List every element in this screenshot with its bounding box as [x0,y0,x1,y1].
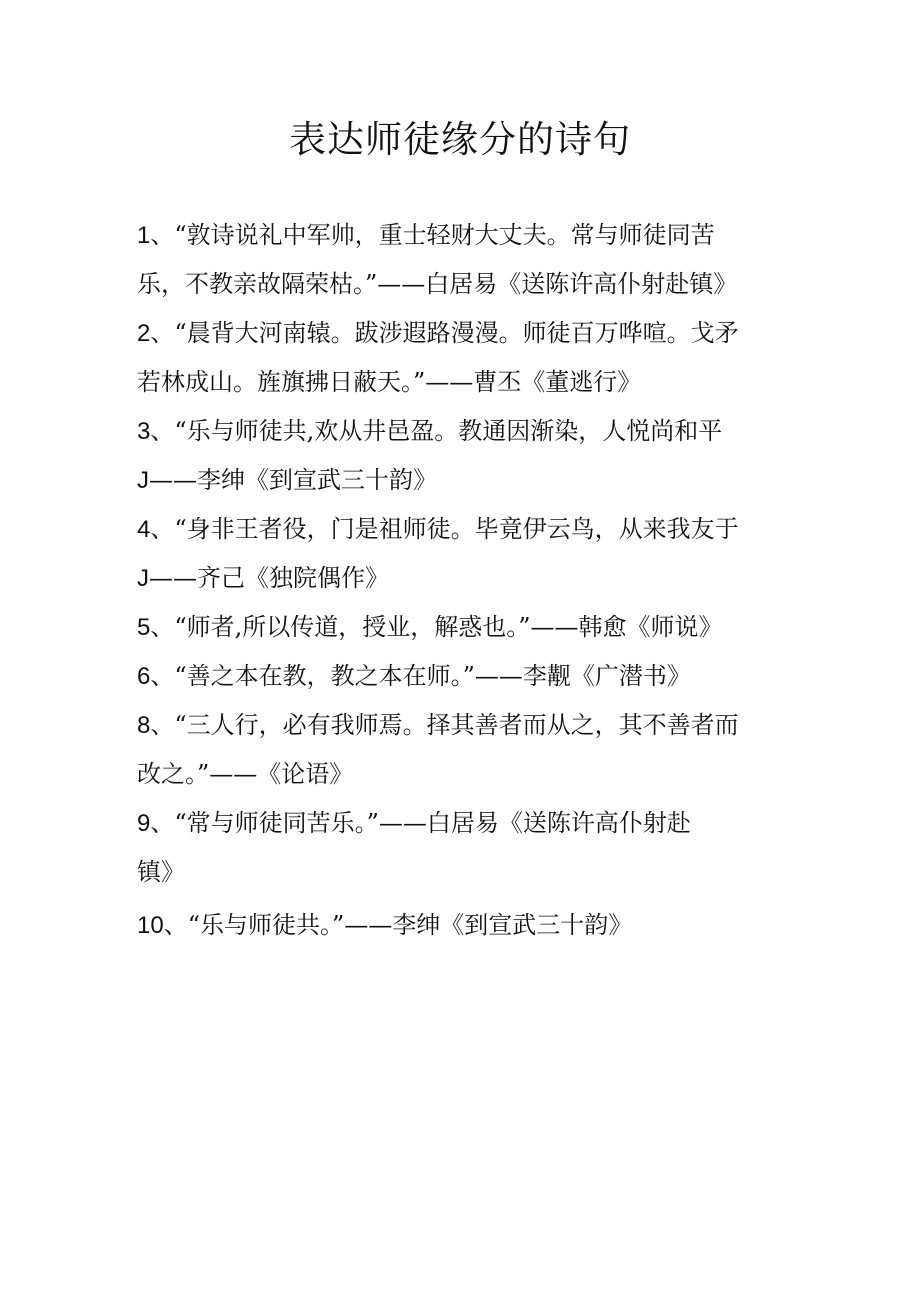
poem-line [137,908,797,943]
line-number: 1 [137,222,151,249]
line-number: 9 [137,810,151,837]
poem-line [137,463,797,498]
line-number: 5 [137,614,151,641]
line-text: 若林成山。旌旗拂日蔽天。”——曹丕《董逃行》 [137,368,642,396]
line-number: 6 [137,663,151,690]
line-text: 、“常与师徒同苦乐。”——白居易《送陈许高仆射赴 [150,809,691,837]
line-text: 、“乐与师徒共,欢从井邑盈。教通因渐染，人悦尚和平 [150,417,723,445]
poem-line [137,757,797,792]
line-text: 、“师者,所以传道，授业，解惑也。”——韩愈《师说》 [150,613,723,641]
poem-line [137,708,797,743]
line-text: 、“敦诗说礼中军帅，重士轻财大丈夫。常与师徒同苦 [150,221,715,249]
poem-line [137,218,797,253]
line-text: 、“乐与师徒共。”——李绅《到宣武三十韵》 [163,911,633,939]
line-text: 、“身非王者役，门是祖师徒。毕竟伊云鸟，从来我友于 [150,515,739,543]
poem-line [137,659,797,694]
line-text: ——齐己《独院偶作》 [149,564,389,592]
line-number: 3 [137,418,151,445]
line-number: J [137,565,149,592]
line-text: 、“善之本在教，教之本在师。”——李觏《广潜书》 [150,662,691,690]
poem-line [137,512,797,547]
line-text: 、“晨背大河南辕。跋涉遐路漫漫。师徒百万哗喧。戈矛 [150,319,739,347]
poem-line [137,316,797,351]
poem-line [137,610,797,645]
poem-line [137,267,797,302]
page-title: 表达师徒缘分的诗句 [289,118,631,161]
line-number: J [137,467,149,494]
poem-line [137,414,797,449]
line-text: 改之。”——《论语》 [137,760,354,788]
line-number: 8 [137,712,151,739]
line-number: 10 [137,912,164,939]
line-text: 、“三人行，必有我师焉。择其善者而从之，其不善者而 [150,711,739,739]
line-number: 2 [137,320,151,347]
line-number: 4 [137,516,151,543]
line-text: 乐，不教亲故隔荣枯。”——白居易《送陈许高仆射赴镇》 [137,270,738,298]
poem-line [137,365,797,400]
poem-line [137,806,797,841]
poem-line [137,855,797,890]
line-text: 镇》 [137,858,185,886]
line-text: ——李绅《到宣武三十韵》 [149,466,437,494]
poem-line [137,561,797,596]
